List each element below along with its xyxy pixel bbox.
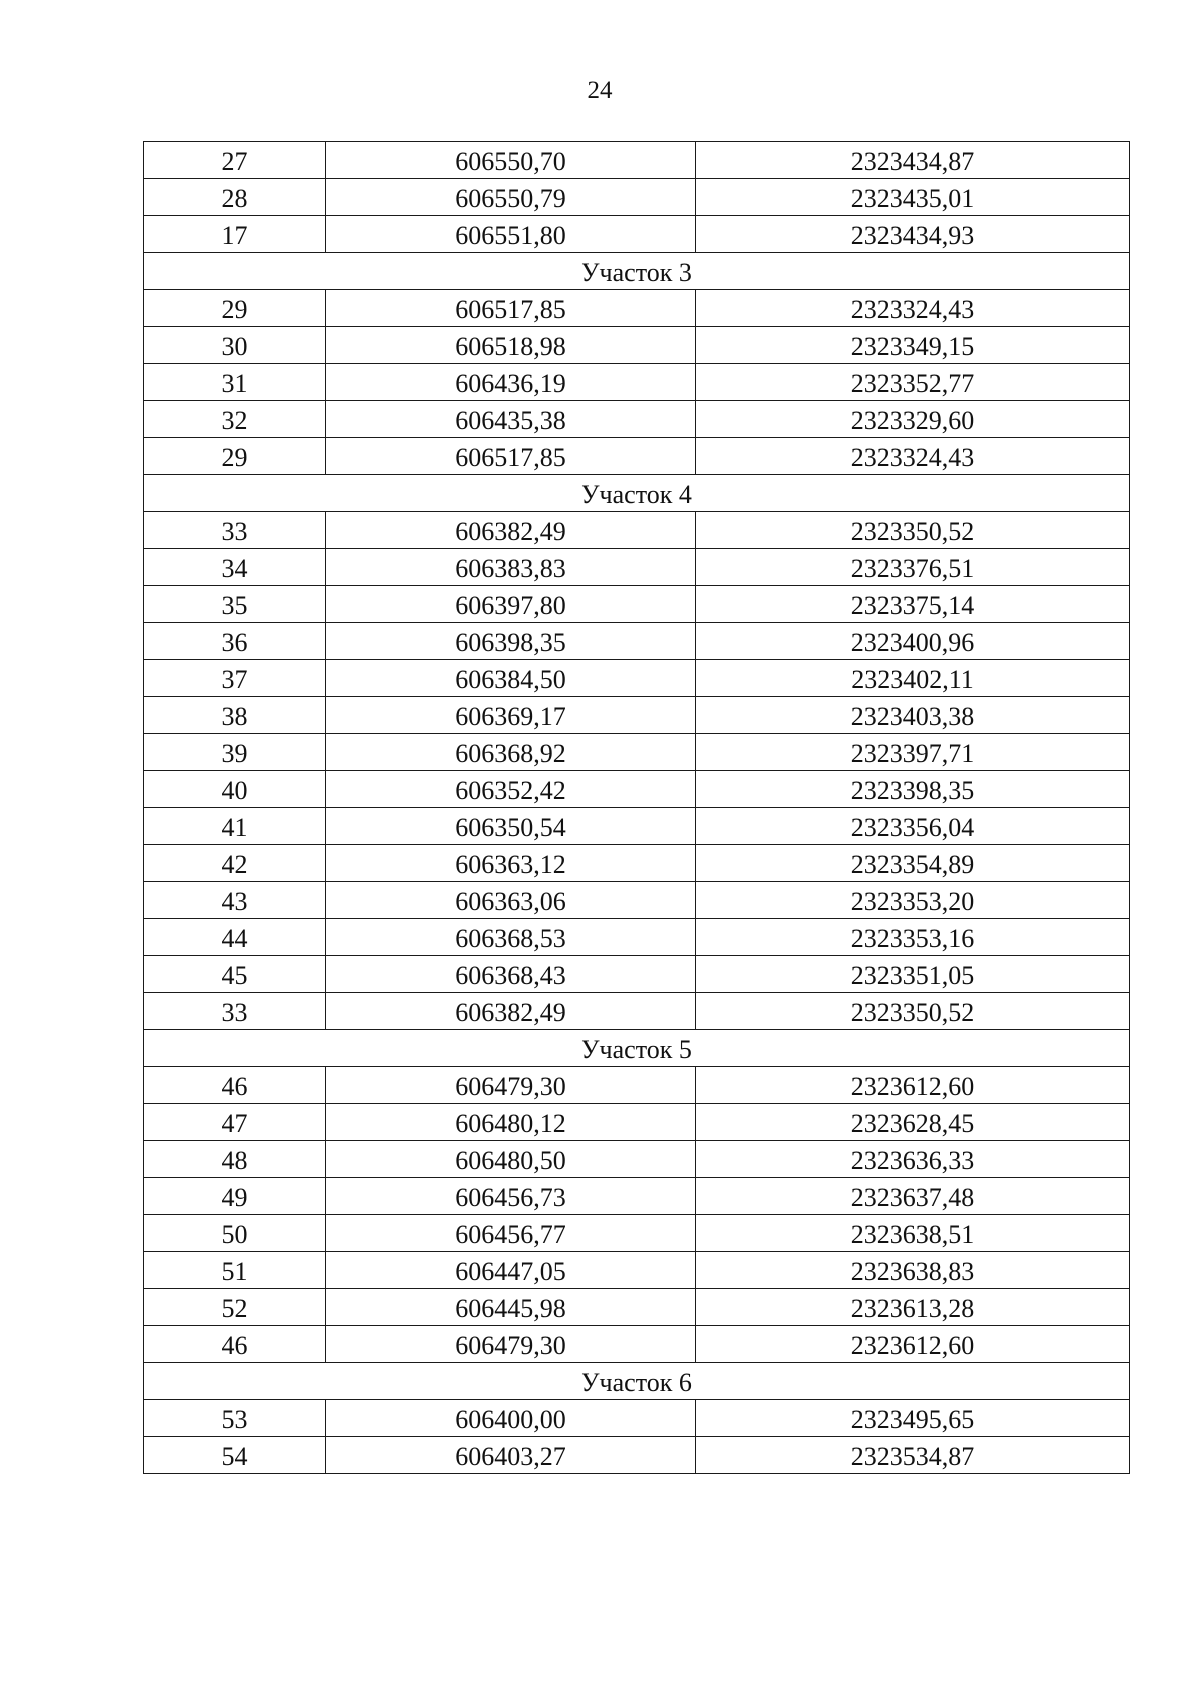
point-number: 43	[144, 882, 326, 919]
coordinates-table-body	[144, 142, 1130, 1474]
table-row	[144, 179, 1130, 216]
table-row	[144, 734, 1130, 771]
table-row	[144, 993, 1130, 1030]
x-coordinate: 606368,92	[326, 734, 696, 771]
x-coordinate: 606447,05	[326, 1252, 696, 1289]
y-coordinate: 2323351,05	[696, 956, 1130, 993]
point-number: 17	[144, 216, 326, 253]
y-coordinate: 2323638,83	[696, 1252, 1130, 1289]
y-coordinate: 2323329,60	[696, 401, 1130, 438]
point-number: 39	[144, 734, 326, 771]
x-coordinate: 606436,19	[326, 364, 696, 401]
point-number: 38	[144, 697, 326, 734]
y-coordinate: 2323434,93	[696, 216, 1130, 253]
y-coordinate: 2323628,45	[696, 1104, 1130, 1141]
y-coordinate: 2323354,89	[696, 845, 1130, 882]
x-coordinate: 606350,54	[326, 808, 696, 845]
x-coordinate: 606551,80	[326, 216, 696, 253]
point-number: 27	[144, 142, 326, 179]
y-coordinate: 2323402,11	[696, 660, 1130, 697]
section-row	[144, 1030, 1130, 1067]
table-row	[144, 1215, 1130, 1252]
table-row	[144, 1178, 1130, 1215]
table-row	[144, 919, 1130, 956]
x-coordinate: 606400,00	[326, 1400, 696, 1437]
table-row	[144, 1326, 1130, 1363]
y-coordinate: 2323324,43	[696, 438, 1130, 475]
table-row	[144, 401, 1130, 438]
table-row	[144, 771, 1130, 808]
table-row	[144, 1104, 1130, 1141]
x-coordinate: 606398,35	[326, 623, 696, 660]
y-coordinate: 2323324,43	[696, 290, 1130, 327]
y-coordinate: 2323356,04	[696, 808, 1130, 845]
y-coordinate: 2323376,51	[696, 549, 1130, 586]
table-row	[144, 660, 1130, 697]
x-coordinate: 606480,50	[326, 1141, 696, 1178]
x-coordinate: 606445,98	[326, 1289, 696, 1326]
x-coordinate: 606518,98	[326, 327, 696, 364]
x-coordinate: 606369,17	[326, 697, 696, 734]
point-number: 36	[144, 623, 326, 660]
point-number: 30	[144, 327, 326, 364]
table-row	[144, 142, 1130, 179]
x-coordinate: 606363,12	[326, 845, 696, 882]
point-number: 50	[144, 1215, 326, 1252]
table-row	[144, 290, 1130, 327]
table-row	[144, 438, 1130, 475]
point-number: 45	[144, 956, 326, 993]
table-row	[144, 1289, 1130, 1326]
y-coordinate: 2323613,28	[696, 1289, 1130, 1326]
table-row	[144, 808, 1130, 845]
point-number: 48	[144, 1141, 326, 1178]
x-coordinate: 606517,85	[326, 438, 696, 475]
section-row	[144, 253, 1130, 290]
point-number: 35	[144, 586, 326, 623]
x-coordinate: 606368,53	[326, 919, 696, 956]
x-coordinate: 606383,83	[326, 549, 696, 586]
y-coordinate: 2323612,60	[696, 1067, 1130, 1104]
x-coordinate: 606397,80	[326, 586, 696, 623]
x-coordinate: 606479,30	[326, 1326, 696, 1363]
y-coordinate: 2323353,16	[696, 919, 1130, 956]
coordinates-table	[143, 141, 1130, 1474]
y-coordinate: 2323636,33	[696, 1141, 1130, 1178]
point-number: 47	[144, 1104, 326, 1141]
table-row	[144, 1400, 1130, 1437]
point-number: 41	[144, 808, 326, 845]
x-coordinate: 606550,79	[326, 179, 696, 216]
y-coordinate: 2323397,71	[696, 734, 1130, 771]
y-coordinate: 2323350,52	[696, 993, 1130, 1030]
point-number: 49	[144, 1178, 326, 1215]
table-row	[144, 216, 1130, 253]
x-coordinate: 606363,06	[326, 882, 696, 919]
table-row	[144, 586, 1130, 623]
section-title: Участок 5	[144, 1030, 1130, 1067]
y-coordinate: 2323352,77	[696, 364, 1130, 401]
point-number: 34	[144, 549, 326, 586]
point-number: 32	[144, 401, 326, 438]
point-number: 29	[144, 290, 326, 327]
table-row	[144, 1437, 1130, 1474]
point-number: 33	[144, 993, 326, 1030]
table-row	[144, 697, 1130, 734]
section-title: Участок 4	[144, 475, 1130, 512]
y-coordinate: 2323400,96	[696, 623, 1130, 660]
section-title: Участок 6	[144, 1363, 1130, 1400]
table-row	[144, 364, 1130, 401]
point-number: 46	[144, 1326, 326, 1363]
point-number: 42	[144, 845, 326, 882]
x-coordinate: 606382,49	[326, 993, 696, 1030]
point-number: 53	[144, 1400, 326, 1437]
x-coordinate: 606403,27	[326, 1437, 696, 1474]
point-number: 31	[144, 364, 326, 401]
y-coordinate: 2323349,15	[696, 327, 1130, 364]
x-coordinate: 606550,70	[326, 142, 696, 179]
point-number: 28	[144, 179, 326, 216]
section-row	[144, 1363, 1130, 1400]
x-coordinate: 606382,49	[326, 512, 696, 549]
table-row	[144, 956, 1130, 993]
table-row	[144, 882, 1130, 919]
y-coordinate: 2323375,14	[696, 586, 1130, 623]
x-coordinate: 606435,38	[326, 401, 696, 438]
table-row	[144, 623, 1130, 660]
x-coordinate: 606456,77	[326, 1215, 696, 1252]
x-coordinate: 606517,85	[326, 290, 696, 327]
x-coordinate: 606384,50	[326, 660, 696, 697]
y-coordinate: 2323534,87	[696, 1437, 1130, 1474]
point-number: 29	[144, 438, 326, 475]
point-number: 40	[144, 771, 326, 808]
table-row	[144, 1141, 1130, 1178]
table-row	[144, 549, 1130, 586]
y-coordinate: 2323353,20	[696, 882, 1130, 919]
x-coordinate: 606368,43	[326, 956, 696, 993]
y-coordinate: 2323612,60	[696, 1326, 1130, 1363]
section-title: Участок 3	[144, 253, 1130, 290]
y-coordinate: 2323435,01	[696, 179, 1130, 216]
y-coordinate: 2323495,65	[696, 1400, 1130, 1437]
point-number: 52	[144, 1289, 326, 1326]
page-number: 24	[587, 77, 613, 104]
table-row	[144, 512, 1130, 549]
point-number: 44	[144, 919, 326, 956]
y-coordinate: 2323350,52	[696, 512, 1130, 549]
point-number: 54	[144, 1437, 326, 1474]
y-coordinate: 2323403,38	[696, 697, 1130, 734]
point-number: 37	[144, 660, 326, 697]
table-row	[144, 845, 1130, 882]
table-row	[144, 1252, 1130, 1289]
y-coordinate: 2323398,35	[696, 771, 1130, 808]
point-number: 51	[144, 1252, 326, 1289]
y-coordinate: 2323637,48	[696, 1178, 1130, 1215]
table-row	[144, 1067, 1130, 1104]
point-number: 46	[144, 1067, 326, 1104]
x-coordinate: 606456,73	[326, 1178, 696, 1215]
x-coordinate: 606479,30	[326, 1067, 696, 1104]
y-coordinate: 2323638,51	[696, 1215, 1130, 1252]
x-coordinate: 606480,12	[326, 1104, 696, 1141]
x-coordinate: 606352,42	[326, 771, 696, 808]
y-coordinate: 2323434,87	[696, 142, 1130, 179]
point-number: 33	[144, 512, 326, 549]
table-row	[144, 327, 1130, 364]
section-row	[144, 475, 1130, 512]
